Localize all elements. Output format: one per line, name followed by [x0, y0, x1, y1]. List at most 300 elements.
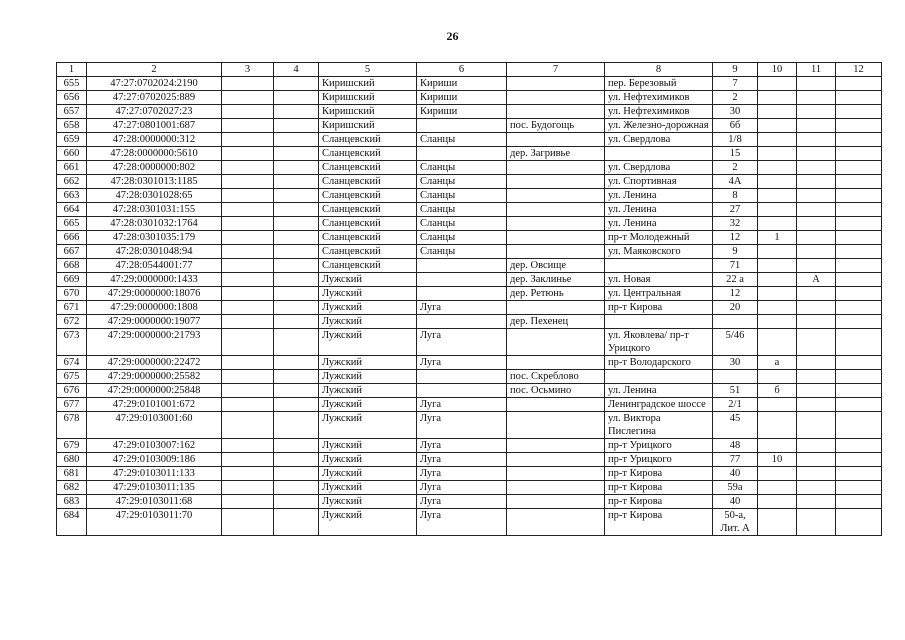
table-cell: Луга [417, 481, 507, 495]
table-cell [836, 203, 882, 217]
table-cell [222, 384, 274, 398]
table-cell [222, 481, 274, 495]
table-cell: 30 [713, 105, 758, 119]
table-cell: Сланцы [417, 161, 507, 175]
table-cell [222, 495, 274, 509]
table-cell: 1 [758, 231, 797, 245]
table-cell [507, 133, 605, 147]
table-cell: Киришский [319, 105, 417, 119]
table-cell [507, 245, 605, 259]
table-cell [605, 370, 713, 384]
table-cell [797, 301, 836, 315]
table-row [57, 217, 882, 231]
table-cell: 679 [57, 439, 87, 453]
table-cell: Сланцевский [319, 259, 417, 273]
table-cell: Сланцевский [319, 161, 417, 175]
table-cell: ул. Ленина [605, 189, 713, 203]
table-row [57, 203, 882, 217]
table-cell: 40 [713, 495, 758, 509]
table-row [57, 119, 882, 133]
table-cell: 673 [57, 329, 87, 356]
table-cell: 30 [713, 356, 758, 370]
table-cell: 674 [57, 356, 87, 370]
table-cell [507, 217, 605, 231]
table-cell: 1/8 [713, 133, 758, 147]
table-cell [797, 481, 836, 495]
table-cell: 22 а [713, 273, 758, 287]
table-cell [507, 329, 605, 356]
table-cell [507, 412, 605, 439]
table-cell [507, 175, 605, 189]
table-cell: Лужский [319, 509, 417, 536]
table-cell: 47:29:0103011:68 [87, 495, 222, 509]
table-cell [222, 370, 274, 384]
table-cell: ул. Яковлева/ пр-т Урицкого [605, 329, 713, 356]
table-cell [222, 439, 274, 453]
table-cell: 658 [57, 119, 87, 133]
table-cell [797, 175, 836, 189]
table-row [57, 467, 882, 481]
table-cell [507, 161, 605, 175]
table-row [57, 77, 882, 91]
table-cell: 666 [57, 231, 87, 245]
table-cell: 662 [57, 175, 87, 189]
table-row [57, 301, 882, 315]
table-cell [713, 370, 758, 384]
table-cell [507, 189, 605, 203]
table-cell [274, 412, 319, 439]
table-cell [758, 509, 797, 536]
table-cell [758, 301, 797, 315]
table-row [57, 315, 882, 329]
table-cell [222, 398, 274, 412]
table-cell [507, 105, 605, 119]
table-cell [222, 509, 274, 536]
table-cell [836, 119, 882, 133]
table-cell: 657 [57, 105, 87, 119]
table-cell: 27 [713, 203, 758, 217]
table-cell: 684 [57, 509, 87, 536]
table-cell [417, 370, 507, 384]
table-cell: 656 [57, 91, 87, 105]
table-cell [274, 509, 319, 536]
table-cell: 47:27:0702027:23 [87, 105, 222, 119]
table-cell: Луга [417, 453, 507, 467]
table-cell: Луга [417, 356, 507, 370]
table-cell: 5/46 [713, 329, 758, 356]
table-cell [797, 509, 836, 536]
table-cell [274, 175, 319, 189]
table-cell: ул. Железно-дорожная [605, 119, 713, 133]
table-cell: 2/1 [713, 398, 758, 412]
table-cell: Луга [417, 329, 507, 356]
column-header: 1 [57, 63, 87, 77]
table-cell: Сланцевский [319, 245, 417, 259]
table-cell: 660 [57, 147, 87, 161]
table-cell [605, 147, 713, 161]
table-cell [222, 245, 274, 259]
table-row [57, 245, 882, 259]
table-cell [758, 147, 797, 161]
table-cell: пр-т Урицкого [605, 439, 713, 453]
table-cell [836, 329, 882, 356]
table-cell [797, 245, 836, 259]
table-cell: Лужский [319, 384, 417, 398]
table-cell [836, 175, 882, 189]
table-cell [836, 453, 882, 467]
table-cell [417, 287, 507, 301]
table-cell: 47:28:0000000:802 [87, 161, 222, 175]
table-cell: 9 [713, 245, 758, 259]
table-cell: 47:28:0301028:65 [87, 189, 222, 203]
table-cell: пр-т Молодежный [605, 231, 713, 245]
table-cell [417, 273, 507, 287]
table-cell [222, 203, 274, 217]
table-cell: 667 [57, 245, 87, 259]
table-cell: 47:28:0301032:1764 [87, 217, 222, 231]
table-cell: 663 [57, 189, 87, 203]
table-cell: дер. Загривье [507, 147, 605, 161]
table-cell [836, 245, 882, 259]
table-row [57, 175, 882, 189]
table-cell [758, 91, 797, 105]
table-cell: Кириши [417, 91, 507, 105]
table-cell [274, 453, 319, 467]
table-cell: дер. Пехенец [507, 315, 605, 329]
table-cell [222, 231, 274, 245]
table-cell [274, 203, 319, 217]
table-cell [797, 189, 836, 203]
table-cell: 47:29:0101001:672 [87, 398, 222, 412]
table-cell [836, 287, 882, 301]
table-cell: Лужский [319, 329, 417, 356]
table-cell: ул. Ленина [605, 217, 713, 231]
table-cell [222, 356, 274, 370]
column-header: 11 [797, 63, 836, 77]
table-cell [713, 315, 758, 329]
table-cell [758, 119, 797, 133]
column-header: 10 [758, 63, 797, 77]
table-cell: Лужский [319, 439, 417, 453]
table-cell: ул. Свердлова [605, 133, 713, 147]
table-cell: 47:29:0000000:25848 [87, 384, 222, 398]
table-cell [836, 439, 882, 453]
table-cell: 670 [57, 287, 87, 301]
table-cell [797, 356, 836, 370]
table-cell: ул. Свердлова [605, 161, 713, 175]
table-cell [758, 245, 797, 259]
table-cell: 47:28:0301013:1185 [87, 175, 222, 189]
table-cell [797, 119, 836, 133]
column-header: 12 [836, 63, 882, 77]
table-cell: 47:28:0301048:94 [87, 245, 222, 259]
table-row [57, 370, 882, 384]
table-cell [274, 189, 319, 203]
table-cell [274, 77, 319, 91]
table-cell [274, 91, 319, 105]
table-cell: 676 [57, 384, 87, 398]
table-cell: пр-т Кирова [605, 481, 713, 495]
table-cell: Сланцы [417, 245, 507, 259]
table-cell: Сланцы [417, 203, 507, 217]
table-cell [274, 245, 319, 259]
table-cell: Сланцы [417, 189, 507, 203]
table-cell: ул. Центральная [605, 287, 713, 301]
table-cell: 659 [57, 133, 87, 147]
table-cell: 20 [713, 301, 758, 315]
table-cell [222, 217, 274, 231]
table-cell [797, 398, 836, 412]
table-cell: Сланцевский [319, 133, 417, 147]
table-cell [222, 412, 274, 439]
table-cell: Киришский [319, 119, 417, 133]
table-cell [797, 203, 836, 217]
table-cell [836, 133, 882, 147]
table-cell: пр-т Кирова [605, 495, 713, 509]
table-cell [797, 287, 836, 301]
table-cell: Лужский [319, 412, 417, 439]
table-cell [507, 91, 605, 105]
table-cell [274, 301, 319, 315]
table-cell [758, 467, 797, 481]
table-cell: 47:27:0702025:889 [87, 91, 222, 105]
header-row [57, 63, 882, 77]
table-cell: 2 [713, 161, 758, 175]
column-header: 5 [319, 63, 417, 77]
table-cell [836, 384, 882, 398]
table-cell [758, 439, 797, 453]
table-cell [836, 105, 882, 119]
table-cell [274, 467, 319, 481]
table-cell [274, 329, 319, 356]
table-cell [274, 161, 319, 175]
table-cell [507, 439, 605, 453]
table-cell [222, 301, 274, 315]
table-row [57, 384, 882, 398]
table-cell: 671 [57, 301, 87, 315]
table-cell: 677 [57, 398, 87, 412]
table-cell: 32 [713, 217, 758, 231]
table-cell: Луга [417, 467, 507, 481]
table-cell: 672 [57, 315, 87, 329]
table-cell [274, 287, 319, 301]
table-cell: Луга [417, 301, 507, 315]
table-row [57, 91, 882, 105]
table-cell: 47:29:0000000:1433 [87, 273, 222, 287]
table-cell: а [758, 356, 797, 370]
table-cell: Лужский [319, 356, 417, 370]
table-cell: А [797, 273, 836, 287]
table-cell: Сланцевский [319, 189, 417, 203]
table-cell: 47:28:0000000:5610 [87, 147, 222, 161]
table-cell: 678 [57, 412, 87, 439]
table-cell: Сланцевский [319, 147, 417, 161]
table-cell [797, 453, 836, 467]
column-header: 9 [713, 63, 758, 77]
table-cell: ул. Ленина [605, 203, 713, 217]
table-cell [222, 329, 274, 356]
table-cell [274, 398, 319, 412]
table-cell [507, 453, 605, 467]
table-cell [222, 147, 274, 161]
table-cell [417, 384, 507, 398]
column-header: 4 [274, 63, 319, 77]
table-cell: пр-т Кирова [605, 301, 713, 315]
table-cell: Луга [417, 509, 507, 536]
table-cell [222, 175, 274, 189]
table-cell: Киришский [319, 91, 417, 105]
table-cell [836, 77, 882, 91]
table-cell [758, 287, 797, 301]
table-cell: Лужский [319, 495, 417, 509]
table-cell [797, 259, 836, 273]
table-cell: Сланцевский [319, 175, 417, 189]
table-cell [797, 384, 836, 398]
table-cell [758, 329, 797, 356]
table-cell [758, 495, 797, 509]
table-row [57, 287, 882, 301]
table-row [57, 259, 882, 273]
table-cell [417, 119, 507, 133]
table-cell [222, 315, 274, 329]
table-cell: Луга [417, 412, 507, 439]
table-cell [758, 315, 797, 329]
table-row [57, 398, 882, 412]
table-cell [417, 315, 507, 329]
table-cell [836, 301, 882, 315]
table-row [57, 105, 882, 119]
table-cell: 48 [713, 439, 758, 453]
table-cell [797, 329, 836, 356]
table-cell: 47:29:0103009:186 [87, 453, 222, 467]
table-cell: Сланцевский [319, 203, 417, 217]
table-cell [797, 439, 836, 453]
table-cell: пер. Березовый [605, 77, 713, 91]
table-cell [836, 495, 882, 509]
column-header: 8 [605, 63, 713, 77]
table-cell [222, 273, 274, 287]
table-cell: пос. Осьмино [507, 384, 605, 398]
table-cell: 45 [713, 412, 758, 439]
table-cell: Лужский [319, 370, 417, 384]
table-row [57, 189, 882, 203]
table-cell [222, 189, 274, 203]
table-cell: 655 [57, 77, 87, 91]
table-cell [797, 91, 836, 105]
table-cell [797, 147, 836, 161]
table-cell [222, 133, 274, 147]
table-cell: ул. Спортивная [605, 175, 713, 189]
table-cell [222, 91, 274, 105]
table-cell: 47:29:0000000:19077 [87, 315, 222, 329]
table-cell [797, 231, 836, 245]
table-cell [758, 189, 797, 203]
table-cell: 47:27:0702024:2190 [87, 77, 222, 91]
table-cell: 10 [758, 453, 797, 467]
table-cell [507, 231, 605, 245]
table-row [57, 356, 882, 370]
table-cell: 47:29:0103011:135 [87, 481, 222, 495]
table-cell: Лужский [319, 398, 417, 412]
table-cell: ул. Ленина [605, 384, 713, 398]
table-row [57, 481, 882, 495]
table-cell [507, 481, 605, 495]
table-cell: 669 [57, 273, 87, 287]
table-cell: 47:29:0103011:133 [87, 467, 222, 481]
table-cell: 77 [713, 453, 758, 467]
table-cell [274, 495, 319, 509]
table-cell [507, 495, 605, 509]
table-cell: 2 [713, 91, 758, 105]
table-cell: 50-а, Лит. А [713, 509, 758, 536]
table-cell [836, 481, 882, 495]
table-cell [836, 189, 882, 203]
table-cell [758, 175, 797, 189]
table-cell: 12 [713, 231, 758, 245]
table-cell: Лужский [319, 273, 417, 287]
table-cell: 665 [57, 217, 87, 231]
table-cell: 47:28:0301031:155 [87, 203, 222, 217]
table-cell [758, 203, 797, 217]
table-cell [605, 315, 713, 329]
table-cell: 47:29:0103007:162 [87, 439, 222, 453]
table-cell [758, 105, 797, 119]
table-cell [222, 259, 274, 273]
table-cell [758, 77, 797, 91]
table-cell [836, 161, 882, 175]
table-cell [507, 467, 605, 481]
table-cell [274, 231, 319, 245]
table-cell [797, 412, 836, 439]
table-cell: 683 [57, 495, 87, 509]
table-cell [797, 105, 836, 119]
table-cell: 40 [713, 467, 758, 481]
table-cell: пос. Скреблово [507, 370, 605, 384]
table-cell [758, 217, 797, 231]
table-cell: 47:28:0301035:179 [87, 231, 222, 245]
table-cell [836, 398, 882, 412]
table-cell: Ленинградское шоссе [605, 398, 713, 412]
table-cell [222, 287, 274, 301]
table-cell: 47:29:0000000:21793 [87, 329, 222, 356]
table-cell [758, 481, 797, 495]
table-cell: Луга [417, 495, 507, 509]
table-cell [507, 203, 605, 217]
table-cell: 668 [57, 259, 87, 273]
table-cell: Лужский [319, 467, 417, 481]
table-cell: 12 [713, 287, 758, 301]
table-row [57, 329, 882, 356]
table-cell: ул. Виктора Пислегина [605, 412, 713, 439]
table-cell: 8 [713, 189, 758, 203]
table-cell [797, 370, 836, 384]
table-cell: ул. Новая [605, 273, 713, 287]
table-cell [797, 495, 836, 509]
table-row [57, 495, 882, 509]
table-cell: 661 [57, 161, 87, 175]
table-cell [507, 301, 605, 315]
table-cell: пос. Будогощь [507, 119, 605, 133]
table-cell: Лужский [319, 453, 417, 467]
table-cell [758, 412, 797, 439]
table-cell [758, 273, 797, 287]
table-cell: Сланцы [417, 217, 507, 231]
table-cell: ул. Маяковского [605, 245, 713, 259]
table-cell [836, 315, 882, 329]
table-row [57, 273, 882, 287]
table-cell [222, 105, 274, 119]
table-cell [758, 133, 797, 147]
